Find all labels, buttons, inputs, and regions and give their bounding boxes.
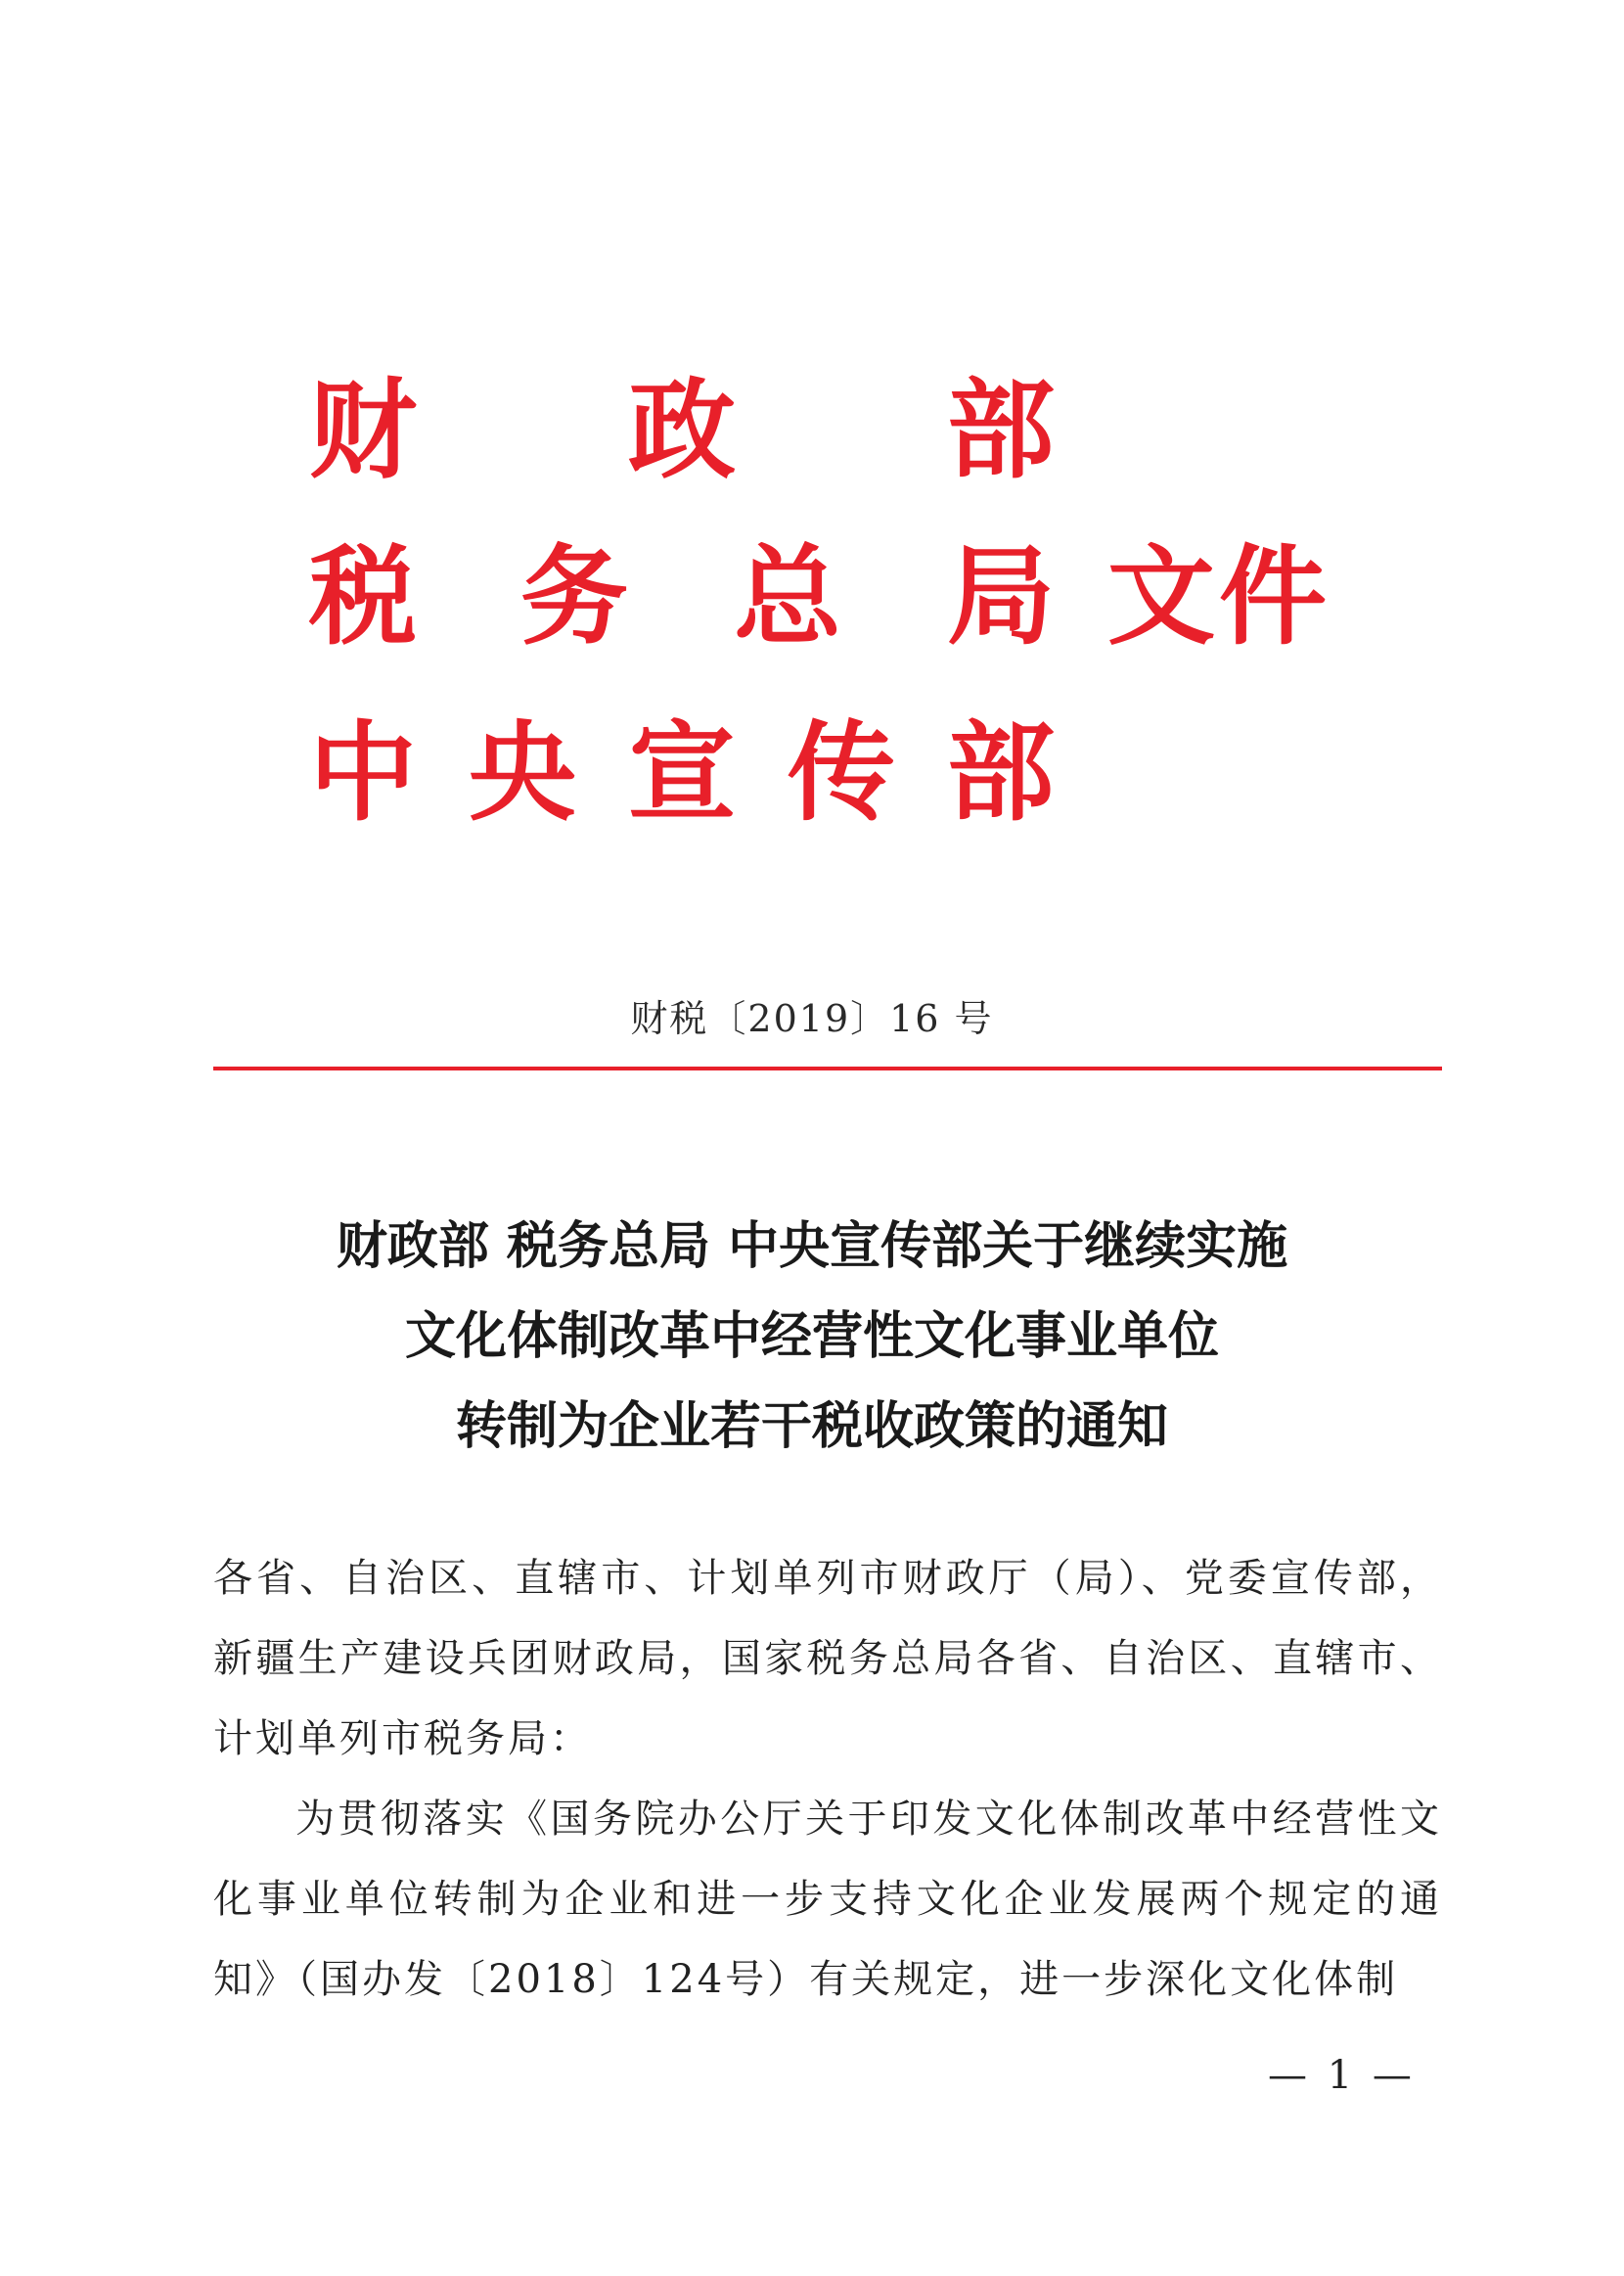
red-separator-line	[213, 1067, 1442, 1070]
issuing-authority-masthead	[309, 367, 1385, 886]
title-line-1: 财政部 税务总局 中央宣传部关于继续实施	[336, 1217, 1288, 1276]
title-line-2: 文化体制改革中经营性文化事业单位	[404, 1307, 1219, 1366]
masthead-char: 政	[628, 367, 736, 493]
body-paragraph: 为贯彻落实《国务院办公厅关于印发文化体制改革中经营性文化事业单位转制为企业和进一步支持文化企业发展两个规定的通知》（国办发〔2018〕124号）有关规定，进一步深化文化体制	[213, 1797, 1442, 2002]
document-number: 财税〔2019〕16 号	[630, 997, 994, 1040]
masthead-char: 总	[734, 533, 841, 660]
masthead-char: 财	[309, 367, 417, 493]
masthead-char: 局	[947, 533, 1055, 660]
masthead-char: 中	[309, 709, 417, 836]
document-body	[213, 1538, 1442, 2020]
page-number: — 1 —	[1268, 2053, 1416, 2098]
masthead-char: 部	[947, 367, 1055, 493]
masthead-char: 传	[788, 709, 895, 836]
title-line-3: 转制为企业若干税收政策的通知	[455, 1397, 1168, 1456]
masthead-char: 宣	[628, 709, 736, 836]
masthead-char: 务	[520, 533, 628, 660]
document-title	[157, 1202, 1467, 1472]
masthead-char: 部	[947, 709, 1055, 836]
masthead-char: 央	[469, 709, 576, 836]
masthead-char: 税	[309, 533, 417, 660]
masthead-wenjian: 文件	[1107, 533, 1331, 660]
salutation: 各省、自治区、直辖市、计划单列市财政厅（局）、党委宣传部，新疆生产建设兵团财政局，国家税务总局各省、自治区、直辖市、计划单列市税务局：	[213, 1556, 1442, 1761]
